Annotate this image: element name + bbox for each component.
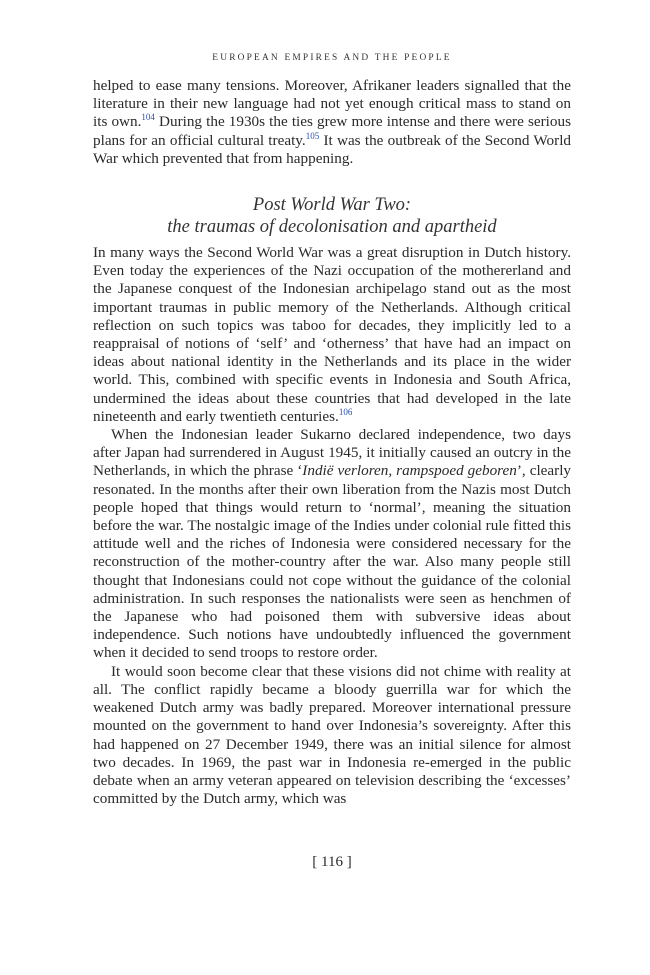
paragraph-1-text-a: helped to ease many tensions. Moreover, Afrikaner leaders signalled that the literature in their new language had not yet enough critical mass to stand on its own. (93, 77, 571, 131)
paragraph-3-text-a: When the Indonesian leader Sukarno declared independence, two days after Japan had surrendered in August 1945, it initially caused an outcry in the Netherlands, in which the phrase ‘ (93, 426, 571, 480)
section-heading-line-1: Post World War Two: (252, 195, 412, 216)
paragraph-4 (93, 663, 571, 809)
paragraph-2-text: In many ways the Second World War was a great disruption in Dutch history. Even today the experiences of the Nazi occupation of the mothererland and the Japanese conquest of the Indonesian archipelago stand out as the most important traumas in public memory of the Netherlands. Although critical reflection on such topics was taboo for decades, they implicitly led to a reappraisal of notions of ‘self’ and ‘otherness’ that have had an impact on ideas about national identity in the Netherlands and its place in the wider world. This, combined with specific events in Indonesia and South Africa, undermined the ideas about these countries that had developed in the late nineteenth and early twentieth centuries. (93, 244, 571, 425)
section-heading (93, 195, 571, 238)
paragraph-3-text-b: ’, clearly resonated. In the months after their own liberation from the Nazis most Dutch people hoped that things would return to ‘normal’, meaning the situation before the war. The nostalgic image of the Indies under colonial rule fitted this attitude well and the riches of Indonesia were considered necessary for the reconstruction of the mother-country after the war. Also many people still thought that Indonesians could not cope without the guidance of the colonial administration. In such responses the nationalists were seen as henchmen of the Japanese who had poisoned them with subversive ideas about independence. Such notions have undoubtedly influenced the government when it decided to send troops to restore order. (93, 462, 572, 662)
paragraph-3 (93, 426, 571, 663)
paragraph-4-text: It would soon become clear that these visions did not chime with reality at all. The conflict rapidly became a bloody guerrilla war for which the weakened Dutch army was badly prepared. Moreover international pressure mounted on the government to hand over Indonesia’s sovereignty. After this had happened on 27 December 1949, there was an initial silence for almost two decades. In 1969, the past war in Indonesia re-emerged in the public debate when an army veteran appeared on television describing the ‘excesses’ committed by the Dutch army, which was (93, 662, 571, 808)
footnote-ref-105[interactable]: 105 (305, 130, 320, 141)
running-head: EUROPEAN EMPIRES AND THE PEOPLE (212, 53, 452, 63)
body-text (93, 77, 571, 808)
paragraph-2 (93, 244, 571, 426)
paragraph-1-text-b: During the 1930s the ties grew more intense and there were serious plans for an official cultural treaty. (93, 113, 571, 149)
paragraph-1-text-c: It was the outbreak of the Second World War which prevented that from happening. (93, 131, 572, 167)
page-number: [ 116 ] (312, 854, 352, 870)
paragraph-3-italic-phrase: Indië verloren, rampspoed geboren (302, 462, 517, 480)
footnote-ref-104[interactable]: 104 (141, 112, 155, 123)
footnote-ref-106[interactable]: 106 (338, 406, 353, 417)
paragraph-1 (93, 77, 571, 168)
section-heading-line-2: the traumas of decolonisation and apartheid (167, 216, 497, 237)
